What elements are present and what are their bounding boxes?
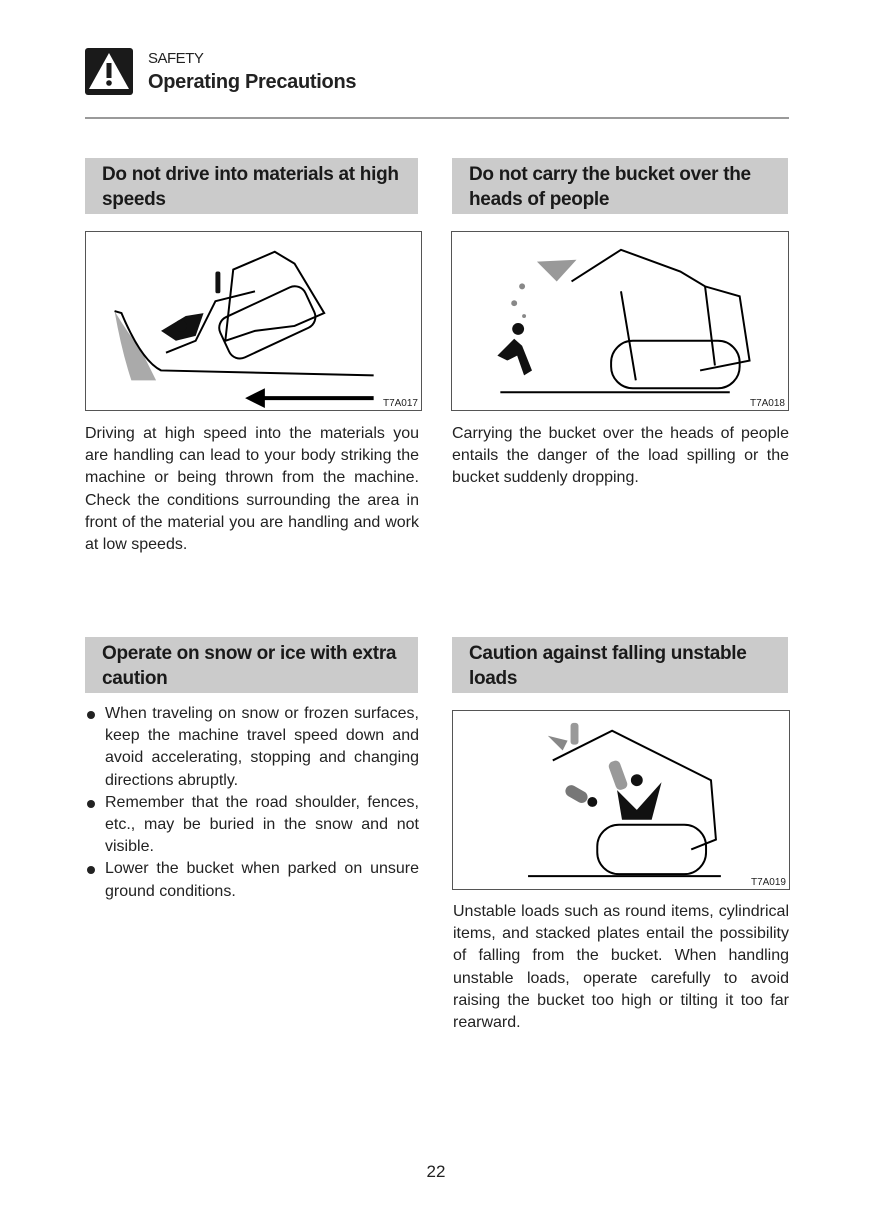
section-label: SAFETY [148,50,204,67]
text-high-speed: Driving at high speed into the materials you are handling can lead to your body striking the machine or being thrown from the machine. Check the conditions surrounding the area in front of the material you are handling and work at low speeds. [85,425,419,554]
text-unstable-loads: Unstable loads such as round items, cylindrical items, and stacked plates entail the possibility of falling from the bucket. When handling unstable loads, operate carefully to avoid raising the bucket too high or tilting it too far rearward. [453,903,789,1032]
list-item: Remember that the road shoulder, fences, etc., may be buried in the snow and not visible. [85,792,419,859]
falling-load-illustration [453,711,789,889]
figure-id: T7A019 [750,877,786,888]
warning-triangle-icon [85,48,133,95]
heading-bucket-over-people: Do not carry the bucket over the heads of people [452,158,788,214]
skid-steer-driving-illustration [86,232,421,410]
page-title: Operating Precautions [148,71,357,93]
snow-ice-bullet-list [85,703,419,903]
figure-bucket-over-people [451,231,789,411]
figure-high-speed [85,231,422,411]
page-number: 22 [426,1162,446,1181]
text-bucket-over-people: Carrying the bucket over the heads of people entails the danger of the load spilling or the bucket suddenly dropping. [452,425,789,487]
figure-id: T7A018 [749,398,785,409]
heading-high-speed: Do not drive into materials at high speeds [85,158,418,214]
list-item: Lower the bucket when parked on unsure ground conditions. [85,858,419,902]
heading-snow-ice: Operate on snow or ice with extra caution [85,637,418,693]
figure-unstable-loads [452,710,790,890]
bucket-over-person-illustration [452,232,788,410]
figure-id: T7A017 [382,398,418,409]
list-item: When traveling on snow or frozen surfaces, keep the machine travel speed down and avoid accelerating, stopping and changing directions abruptly. [85,703,419,792]
header-divider [85,117,789,119]
heading-unstable-loads: Caution against falling unstable loads [452,637,788,693]
